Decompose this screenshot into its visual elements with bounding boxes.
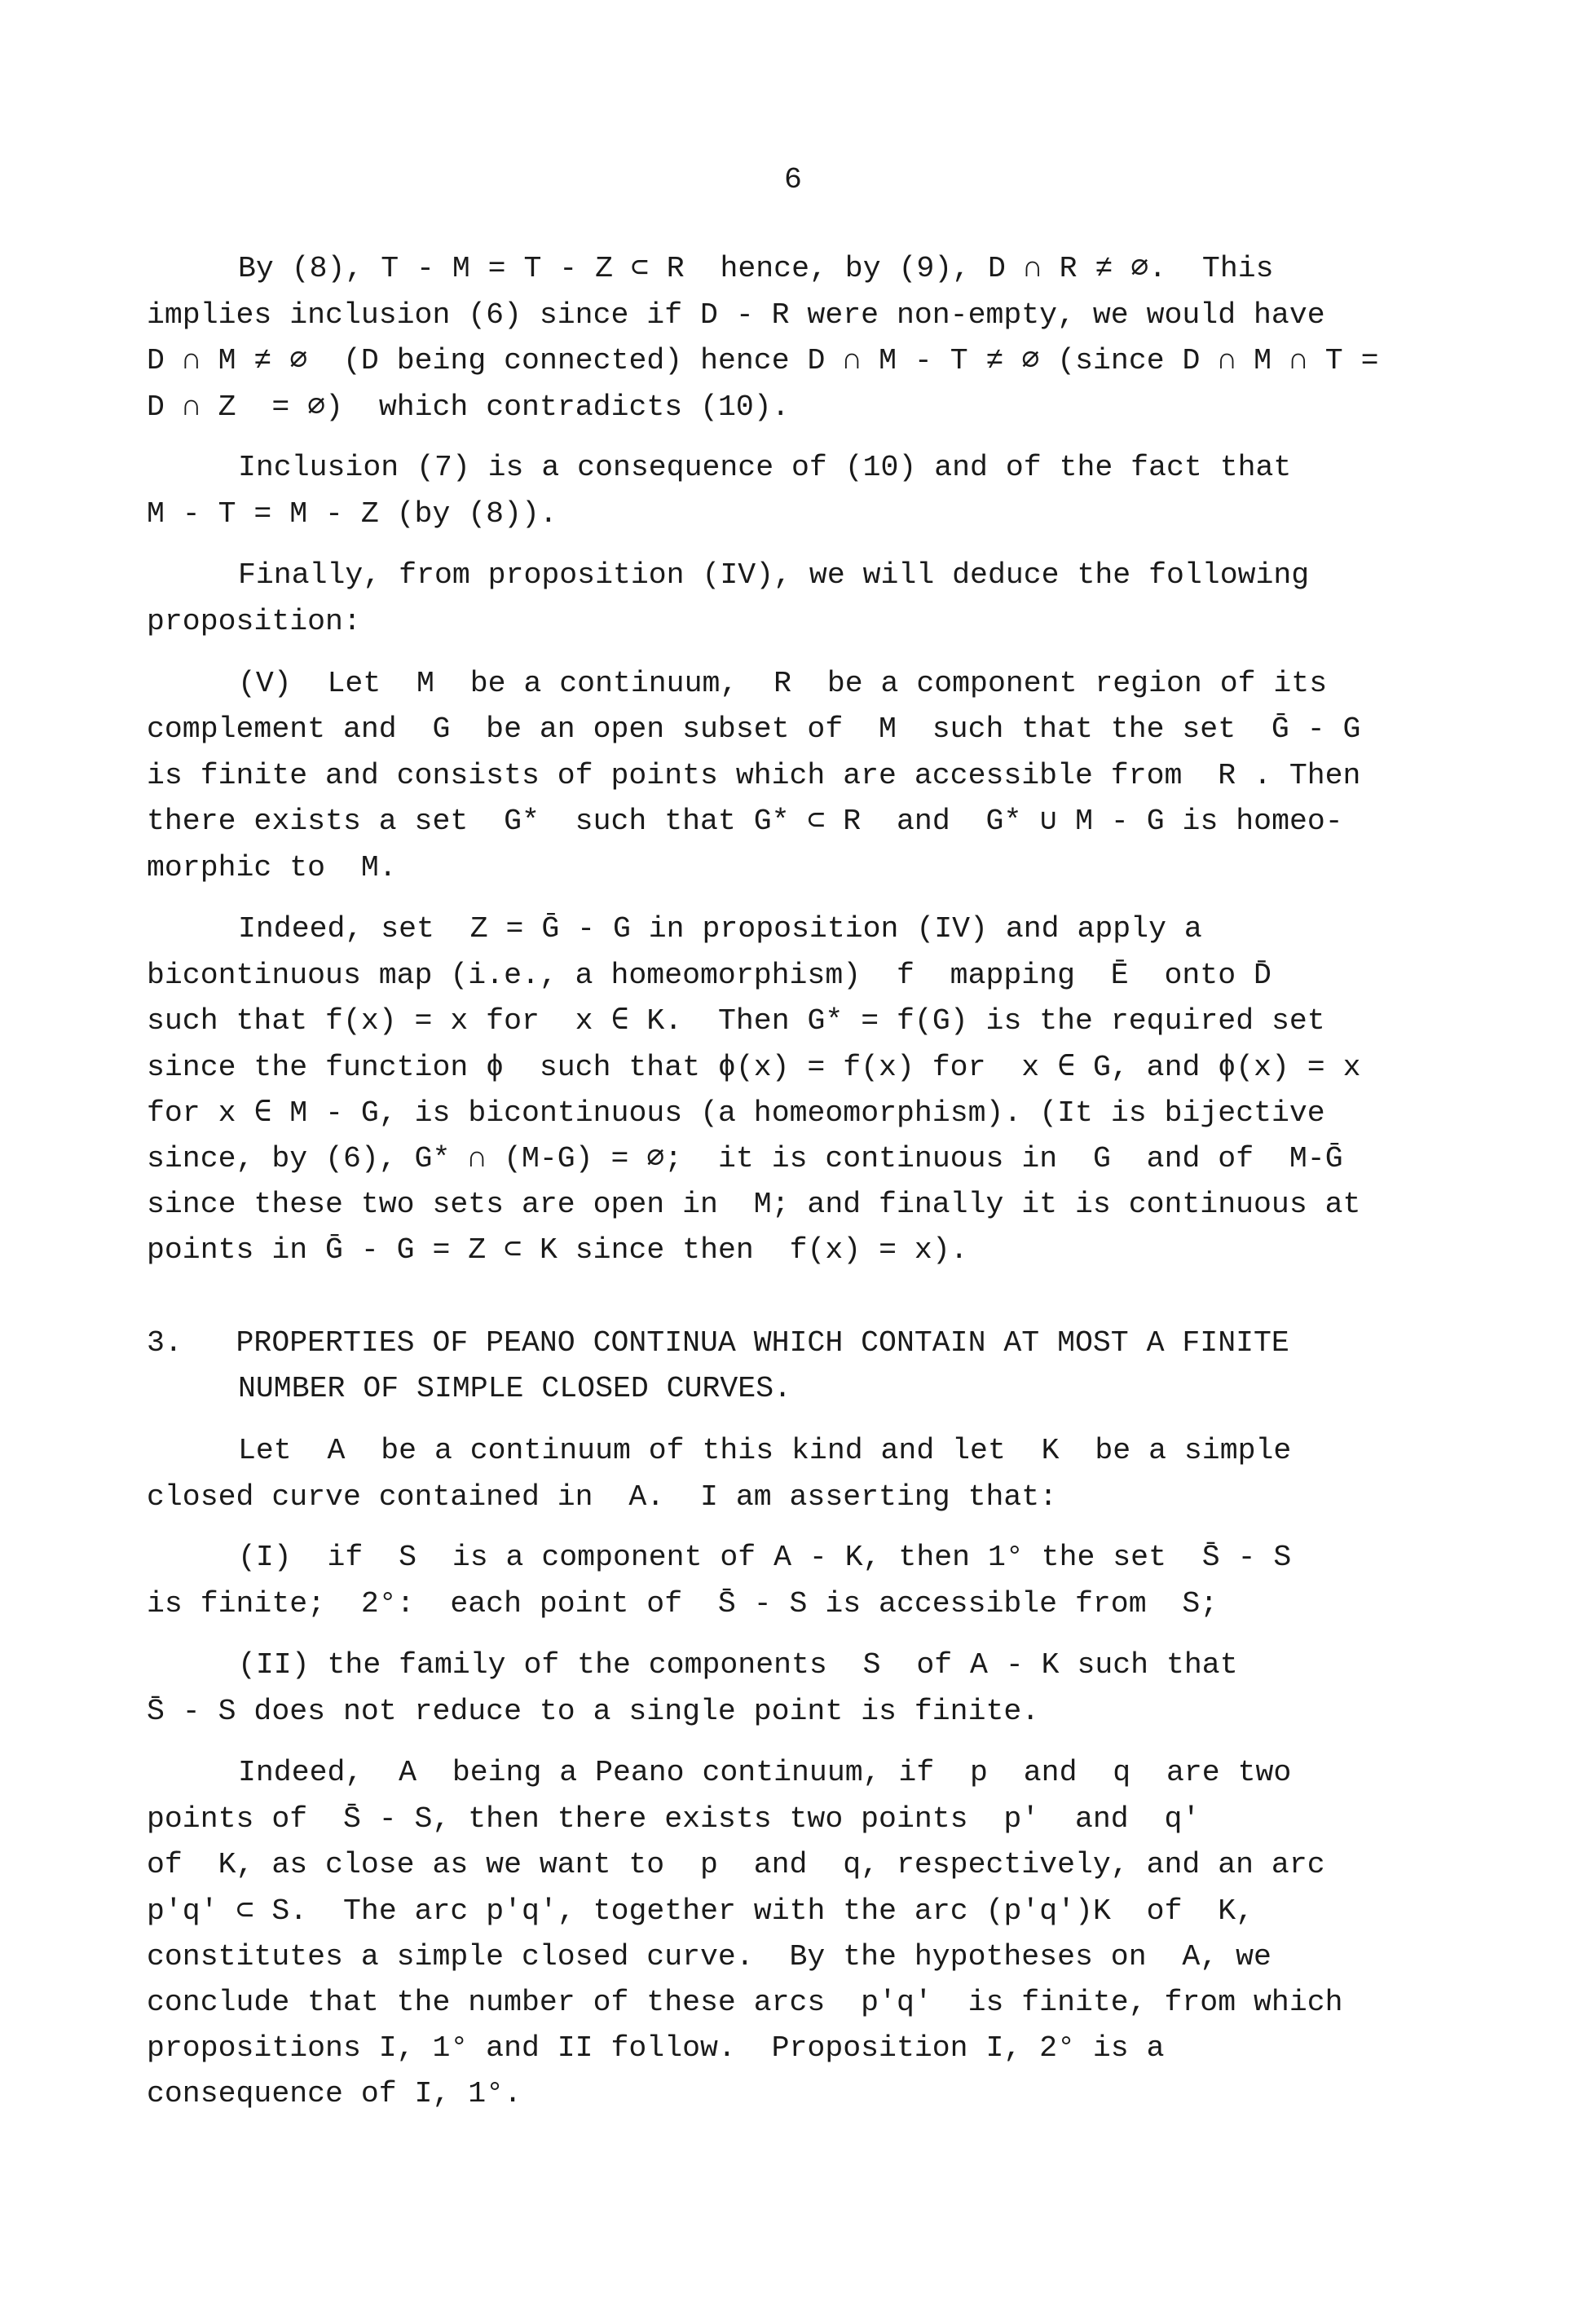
text-line: conclude that the number of these arcs p'q' is finite, from which: [147, 1986, 1343, 2019]
text-line: Inclusion (7) is a consequence of (10) and of the fact that: [238, 451, 1292, 484]
text-line: constitutes a simple closed curve. By the hypotheses on A, we: [147, 1940, 1271, 1973]
text-line: since the function ϕ such that ϕ(x) = f(x) for x ∈ G, and ϕ(x) = x: [147, 1051, 1361, 1084]
text-line: D ∩ M ≠ ∅ (D being connected) hence D ∩ M - T ≠ ∅ (since D ∩ M ∩ T =: [147, 344, 1379, 377]
section-heading: 3. PROPERTIES OF PEANO CONTINUA WHICH CONTAIN AT MOST A FINITE: [147, 1326, 1289, 1360]
text-line: is finite and consists of points which are accessible from R . Then: [147, 759, 1361, 792]
text-line: D ∩ Z = ∅) which contradicts (10).: [147, 390, 790, 424]
text-line: (I) if S is a component of A - K, then 1° the set S̄ - S: [238, 1541, 1292, 1574]
text-line: p'q' ⊂ S. The arc p'q', together with the arc (p'q')K of K,: [147, 1894, 1254, 1928]
text-line: Let A be a continuum of this kind and let K be a simple: [238, 1434, 1292, 1467]
text-line: Finally, from proposition (IV), we will deduce the following: [238, 558, 1310, 592]
text-line: propositions I, 1° and II follow. Proposition I, 2° is a: [147, 2031, 1165, 2065]
text-line: complement and G be an open subset of M such that the set Ḡ - G: [147, 712, 1361, 746]
text-line: Indeed, A being a Peano continuum, if p and q are two: [238, 1756, 1292, 1789]
text-line: Indeed, set Z = Ḡ - G in proposition (IV) and apply a: [238, 912, 1202, 946]
text-line: is finite; 2°: each point of S̄ - S is accessible from S;: [147, 1587, 1219, 1621]
text-line: of K, as close as we want to p and q, respectively, and an arc: [147, 1848, 1325, 1881]
text-line: since, by (6), G* ∩ (M-G) = ∅; it is continuous in G and of M-Ḡ: [147, 1142, 1343, 1175]
text-line: there exists a set G* such that G* ⊂ R and G* ∪ M - G is homeo-: [147, 805, 1343, 838]
text-line: points in Ḡ - G = Z ⊂ K since then f(x) = x).: [147, 1233, 968, 1267]
text-line: S̄ - S does not reduce to a single point is finite.: [147, 1695, 1040, 1728]
text-line: implies inclusion (6) since if D - R were non-empty, we would have: [147, 298, 1325, 332]
text-line: closed curve contained in A. I am asserting that:: [147, 1480, 1058, 1514]
text-line: bicontinuous map (i.e., a homeomorphism) f mapping Ē onto D̄: [147, 959, 1271, 992]
section-heading: NUMBER OF SIMPLE CLOSED CURVES.: [238, 1372, 792, 1405]
text-line: morphic to M.: [147, 851, 397, 884]
text-line: consequence of I, 1°.: [147, 2077, 522, 2110]
text-line: such that f(x) = x for x ∈ K. Then G* = f(G) is the required set: [147, 1004, 1325, 1038]
page-number: 6: [784, 163, 802, 196]
text-line: (V) Let M be a continuum, R be a component region of its: [238, 667, 1328, 700]
text-line: proposition:: [147, 605, 361, 638]
text-line: points of S̄ - S, then there exists two points p' and q': [147, 1802, 1201, 1836]
text-line: M - T = M - Z (by (8)).: [147, 497, 558, 531]
text-line: (II) the family of the components S of A - K such that: [238, 1648, 1238, 1682]
text-line: for x ∈ M - G, is bicontinuous (a homeomorphism). (It is bijective: [147, 1096, 1325, 1130]
text-line: since these two sets are open in M; and finally it is continuous at: [147, 1188, 1361, 1221]
text-line: By (8), T - M = T - Z ⊂ R hence, by (9), D ∩ R ≠ ∅. This: [238, 252, 1274, 285]
